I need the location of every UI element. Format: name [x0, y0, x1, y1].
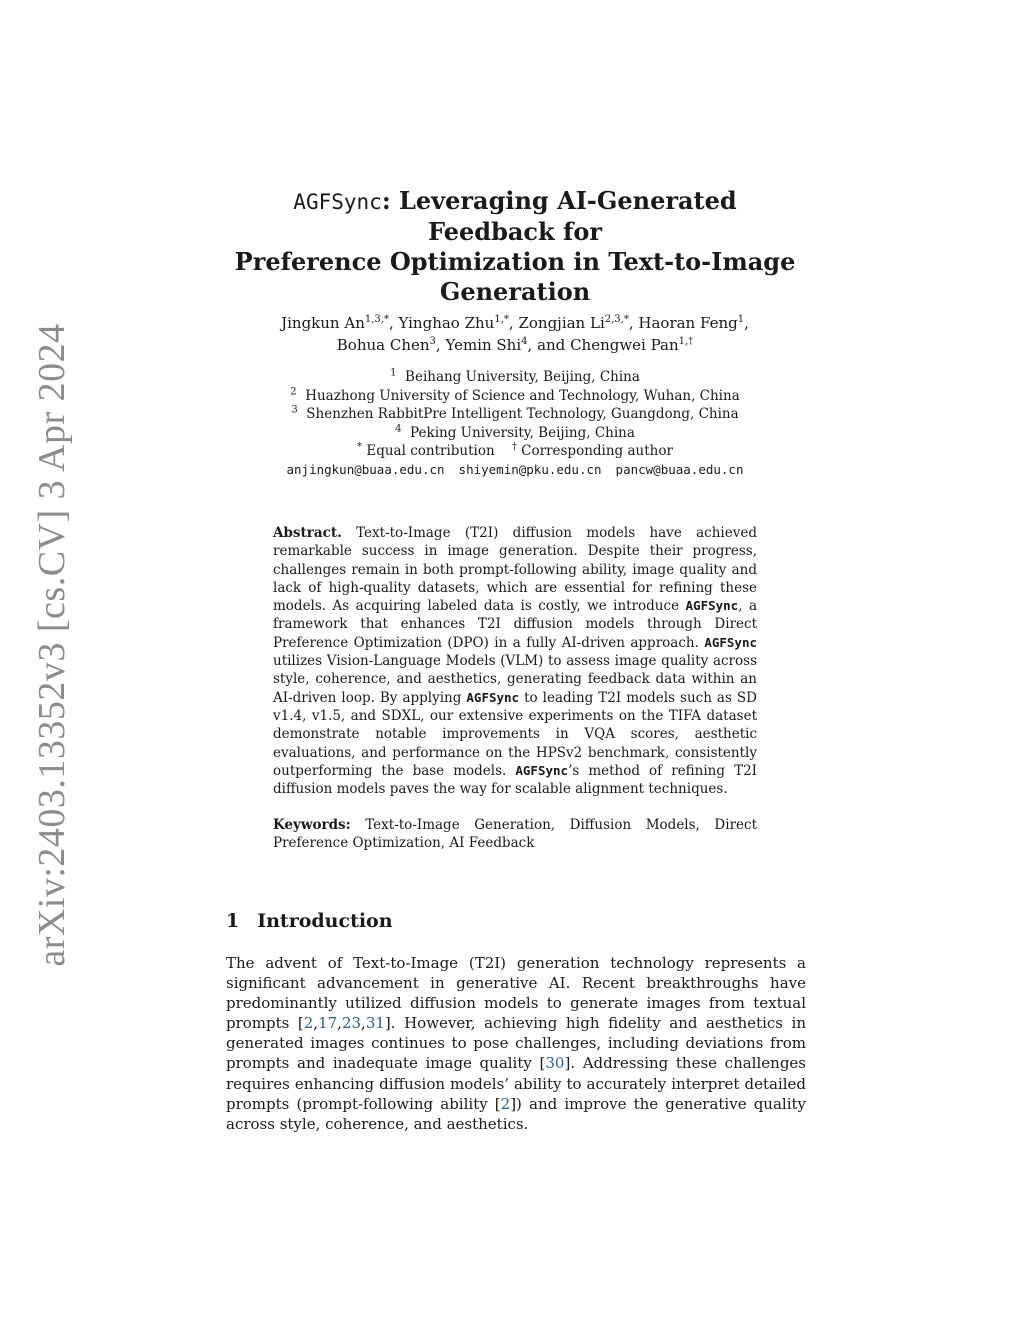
affiliation-mark: 2: [290, 386, 297, 397]
abstract-text: utilizes Vision-Language Models (VLM) to assess image quality across style, coherence, and aesthetics, generating feedback data within an AI-driven loop. By applying: [273, 653, 757, 706]
affiliation: [240, 387, 790, 406]
affiliation-text: Peking University, Beijing, China: [410, 424, 635, 441]
arxiv-side-stamp: [22, 323, 82, 967]
email-list: [240, 461, 790, 480]
abstract-text: ’s method of refining T2I diffusion models paves the way for scalable alignment techniques.: [273, 762, 757, 798]
corresponding-mark: †: [511, 441, 517, 453]
equal-mark: *: [357, 441, 363, 453]
author-name: Yemin Shi: [445, 336, 522, 354]
affiliation-text: Shenzhen RabbitPre Intelligent Technology, Guangdong, China: [306, 406, 739, 422]
citation-link[interactable]: 31: [365, 1014, 385, 1033]
affiliation: [240, 405, 790, 424]
author-affil-mark: 4: [521, 336, 528, 347]
abstract-text: Text-to-Image (T2I) diffusion models have achieved remarkable success in image generation. Despite their progress, challenges remain in both prompt-following ability, image quality and lack of high-quality datasets, which are essential for refining these models. As acquiring labeled data is costly, we introduce: [273, 525, 757, 615]
paper-title: [230, 186, 800, 307]
affiliation-mark: 1: [390, 367, 397, 379]
tool-name: AGFSync: [704, 634, 757, 650]
keywords: [273, 816, 757, 853]
author-affil-mark: 1,†: [678, 336, 694, 347]
author-name: Yinghao Zhu: [398, 314, 495, 332]
corresponding-author-note: Corresponding author: [521, 443, 673, 459]
abstract-text: to leading T2I models such as SD v1.4, v1.5, and SDXL, our extensive experiments on the TIFA dataset demonstrate notable improvements in VQA scores, aesthetic evaluations, and performance on the HPSv2 benchmark, consistently outperforming the base models.: [273, 689, 757, 779]
author-list: [240, 312, 790, 356]
author-line-2: Bohua Chen$^3$, Yemin Shi$^4$, and Chengwei Pan$^{1,\dagger}$: [336, 336, 694, 354]
title-line-2: Preference Optimization in Text-to-Image: [234, 247, 796, 276]
citation-link[interactable]: 23: [341, 1014, 362, 1033]
intro-paragraph: The advent of Text-to-Image (T2I) generation technology represents a significant advancement in generative AI. Recent breakthroughs have predominantly utilized diffusion models to generate images from textual prompts [2,17,23,31]. However, achieving high fidelity and aesthetics in generated images continues to pose challenges, including deviations from prompts and inadequate image quality [30]. Addressing these challenges requires enhancing diffusion models’ ability to accurately interpret detailed prompts (prompt-following ability [2]) and improve the generative quality across style, coherence, and aesthetics.: [226, 954, 806, 1133]
abstract-label: Abstract.: [273, 525, 342, 541]
keywords-label: Keywords:: [273, 817, 351, 833]
body-text: The advent of Text-to-Image (T2I) generation technology represents a significant advancement in generative AI. Recent breakthroughs have predominantly utilized diffusion models to generate images from textual prompts [: [226, 954, 806, 1033]
arxiv-identifier: arXiv:2403.13352v3 [cs.CV] 3 Apr 2024: [31, 323, 73, 967]
section-title: Introduction: [257, 910, 393, 932]
citation-link[interactable]: 2: [500, 1094, 511, 1113]
author-and: and: [537, 336, 566, 354]
author-name: Haoran Feng: [638, 314, 738, 332]
title-tool-name: AGFSync: [293, 190, 382, 214]
affiliation-block: [240, 368, 790, 479]
body-text: ]. However, achieving high fidelity and aesthetics in generated images continues to pose challenges, including deviations from prompts and inadequate image quality [: [226, 1014, 806, 1073]
affiliation: [240, 368, 790, 387]
contribution-notes: [240, 442, 790, 461]
author-line-1: Jingkun $An^{1,3,*}$, Yinghao Zhu$^{1,*}$, Zongjian $Li^{2,3,*}$, Haoran Feng$^1$,: [281, 314, 749, 332]
body-text: ]. Addressing these challenges requires enhancing diffusion models’ ability to accurately interpret detailed prompts (prompt-following ability [: [226, 1054, 806, 1113]
abstract: [273, 524, 757, 798]
citation-link[interactable]: 17: [318, 1014, 338, 1033]
tool-name: AGFSync: [515, 762, 569, 778]
affiliation-mark: 4: [395, 423, 402, 434]
citation-link[interactable]: 2: [303, 1014, 314, 1033]
tool-name: AGFSync: [466, 689, 520, 705]
affiliation: [240, 424, 790, 443]
affiliation-mark: 3: [291, 404, 298, 416]
title-line-1: : Leveraging AI-Generated Feedback for: [381, 186, 737, 246]
body-text: ]) and improve the generative quality across style, coherence, and aesthetics.: [226, 1094, 806, 1133]
email-link[interactable]: pancw@buaa.edu.cn: [615, 461, 744, 477]
affiliation-text: Beihang University, Beijing, China: [405, 369, 640, 385]
author-affil-mark: 3: [429, 336, 436, 347]
author-affil-mark: 1: [737, 314, 745, 325]
email-link[interactable]: shiyemin@pku.edu.cn: [458, 461, 602, 477]
tool-name: AGFSync: [685, 598, 739, 614]
affiliation-text: Huazhong University of Science and Technology, Wuhan, China: [305, 387, 740, 404]
author-name: Chengwei Pan: [570, 336, 679, 354]
equal-contribution-note: Equal contribution: [366, 443, 495, 459]
author-affil-mark: 1,*: [494, 314, 509, 325]
author-name: Jingkun An: [281, 314, 365, 332]
abstract-text: , a framework that enhances T2I diffusion models through Direct Preference Optimization (DPO) in a fully AI-driven approach.: [273, 598, 757, 651]
author-name: Zongjian Li: [518, 314, 605, 332]
section-number: 1: [226, 910, 240, 932]
author-name: Bohua Chen: [336, 336, 430, 354]
section-heading: [226, 910, 393, 932]
title-line-3: Generation: [439, 277, 591, 306]
email-link[interactable]: anjingkun@buaa.edu.cn: [286, 461, 445, 477]
author-affil-mark: 1,3,*: [364, 314, 389, 325]
keywords-text: Text-to-Image Generation, Diffusion Models, Direct Preference Optimization, AI Feedback: [273, 817, 757, 852]
author-affil-mark: 2,3,*: [604, 314, 629, 325]
citation-link[interactable]: 30: [545, 1054, 565, 1073]
